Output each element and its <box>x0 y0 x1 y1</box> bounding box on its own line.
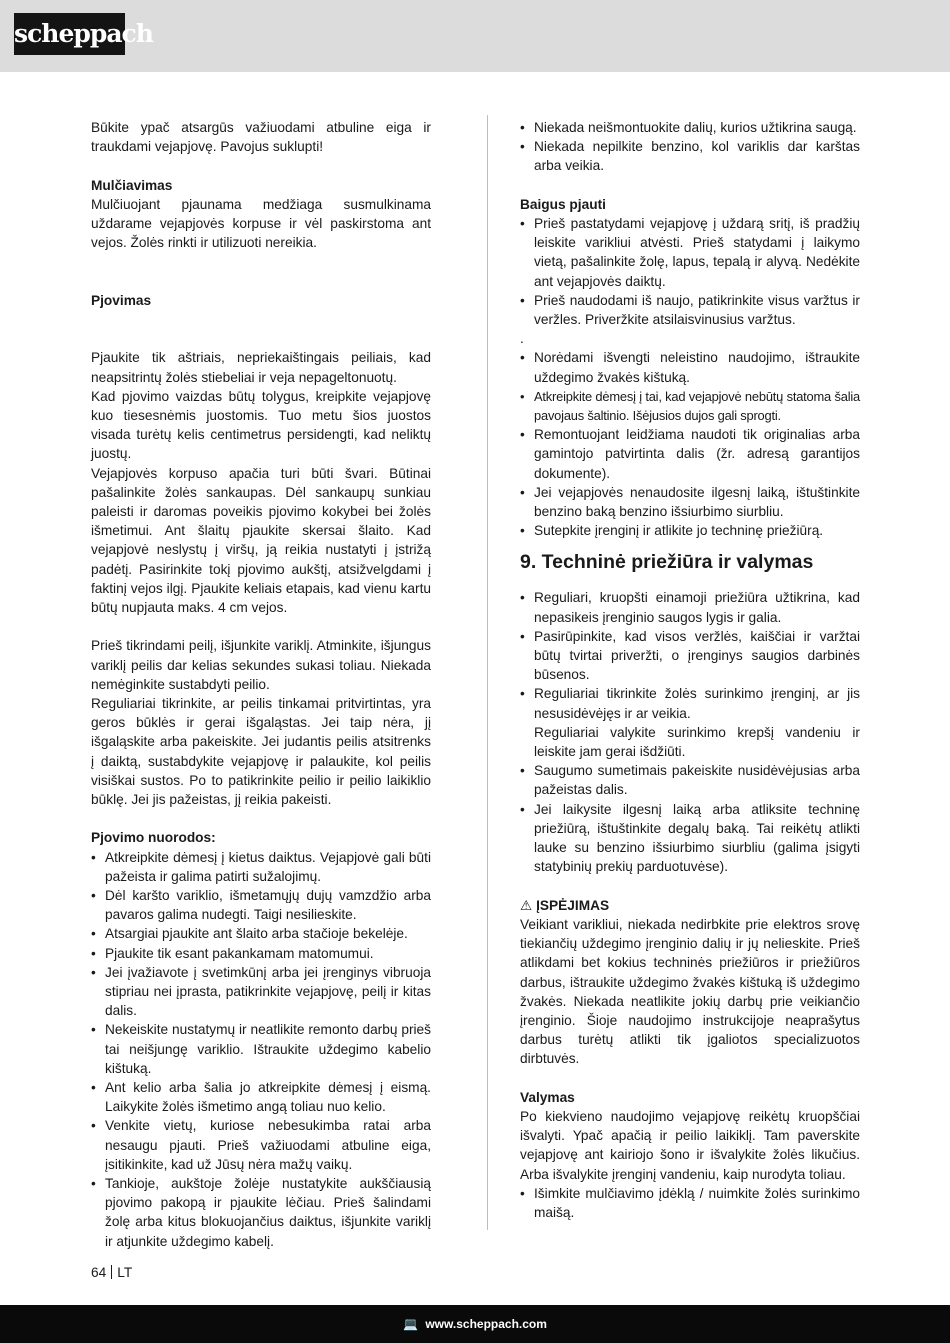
tips-list <box>91 848 431 1251</box>
list-item: • Išimkite mulčiavimo įdėklą / nuimkite žolės surinkimo maišą. <box>520 1184 860 1222</box>
list-item: • Saugumo sumetimais pakeiskite nusidėvėjusias arba pažeistas dalis. <box>520 761 860 799</box>
cut-heading: Pjovimas <box>91 292 152 308</box>
list-item: • Jei laikysite ilgesnį laiką arba atliksite techninę priežiūrą, ištuštinkite degalų baką. Tai reikėtų atlikti lauke su benzino išsiurbimo siurbliu (galima įsigyti statybinių prekių parduotuvėse). <box>520 800 860 877</box>
list-item: • Prieš pastatydami vejapjovę į uždarą sritį, iš pradžių leiskite varikliui atvėsti. Prieš statydami į laikymo vietą, pašalinkite žolę, lapus, tepalą ir alyvą. Nedėkite ant vejapjovės daiktų. <box>520 214 860 291</box>
list-item: • Nekeiskite nustatymų ir neatlikite remonto darbų prieš tai neišjungę variklio. Ištraukite uždegimo kabelio kištuką. <box>91 1020 431 1078</box>
cut-paragraph: Prieš tikrindami peilį, išjunkite variklį. Atminkite, išjungus variklį peilis dar kelias sekundes sukasi toliau. Niekada nemėginkite sustabdyti peilio. <box>91 638 431 692</box>
column-divider <box>487 115 488 1230</box>
website-link[interactable]: www.scheppach.com <box>425 1317 547 1331</box>
list-item: • Jei vejapjovės nenaudosite ilgesnį laiką, ištuštinkite benzino baką benzino išsiurbimo siurbliu. <box>520 483 860 521</box>
cut-paragraph: Pjaukite tik aštriais, nepriekaištingais peiliais, kad neapsitrintų žolės stiebeliai ir veja nepageltonuotų. <box>91 350 431 385</box>
list-item: • Atsargiai pjaukite ant šlaito arba stačioje bekelėje. <box>91 924 431 943</box>
warning-triangle-icon: ⚠ <box>520 897 533 913</box>
after-mowing-heading: Baigus pjauti <box>520 196 606 212</box>
list-item: • Tankioje, aukštoje žolėje nustatykite aukščiausią pjovimo pakopą ir pjaukite lėčiau. Prieš šalindami žolę arba kitus blokuojančius daiktus, išjunkite variklį ir atjunkite uždegimo kabelį. <box>91 1174 431 1251</box>
list-item: • Venkite vietų, kuriose nebesukimba ratai arba nesaugu pjauti. Prieš važiuodami atbuline eiga, įsitikinkite, kad už Jūsų nėra mažų vaikų. <box>91 1116 431 1174</box>
list-item: • Niekada nepilkite benzino, kol variklis dar karštas arba veikia. <box>520 137 860 175</box>
tips-heading: Pjovimo nuorodos: <box>91 830 216 846</box>
storage-list <box>520 348 860 540</box>
page-number <box>91 1265 132 1280</box>
list-item: • Sutepkite įrenginį ir atlikite jo techninę priežiūrą. <box>520 521 860 540</box>
list-item: • Niekada neišmontuokite dalių, kurios užtikrina saugą. <box>520 118 860 137</box>
right-column <box>520 118 860 1222</box>
section-heading: 9. Techninė priežiūra ir valymas <box>520 551 814 574</box>
list-item-continuation: Reguliariai valykite surinkimo krepšį vandeniu ir leiskite jam gerai išdžiūti. <box>534 724 860 760</box>
warning-heading <box>520 896 860 915</box>
warning-title: ĮSPĖJIMAS <box>536 897 610 913</box>
cleaning-list <box>520 1184 860 1222</box>
cleaning-heading: Valymas <box>520 1089 575 1105</box>
after-mowing-list <box>520 214 860 329</box>
brand-logo: scheppach <box>14 13 125 55</box>
intro-text: Būkite ypač atsargūs važiuodami atbuline eiga ir traukdami vejapjovę. Pavojus suklupti! <box>91 120 431 155</box>
list-item: • Atkreipkite dėmesį į tai, kad vejapjovė nebūtų statoma šalia pavojaus šaltinio. Išėjusios dujos gali sprogti. <box>520 387 860 425</box>
header-bar <box>0 0 950 72</box>
list-item: • Prieš naudodami iš naujo, patikrinkite visus varžtus ir veržles. Priveržkite atsilaisvinusius varžtus. <box>520 291 860 329</box>
cut-paragraph: Kad pjovimo vaizdas būtų tolygus, kreipkite vejapjovę kuo tiesesnėmis juostomis. Tuo metu šios juostos visada turėtų kelis centimetrus persidengti, kad neliktų juostų. <box>91 388 431 462</box>
list-item: • Jei įvažiavote į svetimkūnį arba jei įrenginys vibruoja stipriau nei įprasta, patikrinkite vejapjovę, peilį ir kitas dalis. <box>91 963 431 1021</box>
cleaning-text: Po kiekvieno naudojimo vejapjovę reikėtų kruopščiai išvalyti. Ypač apačią ir peilio laikiklį. Tam paverskite vejapjovę ant kairiojo šono ir išvalykite žolės likučius. Arba išvalykite įrenginį vandeniu, kaip nurodyta toliau. <box>520 1108 860 1182</box>
footer-bar <box>0 1305 950 1343</box>
warning-text: Veikiant varikliui, niekada nedirbkite prie elektros srovę tiekiančių uždegimo įrenginio dalių ir jų nelieskite. Prieš atlikdami bet kokius techninės priežiūros ir priežiūros darbus, ištraukite uždegimo žvakės kištuką iš uždegimo žvakės. Niekada neatlikite jokių darbų prie veikiančio įrenginio. Šioje naudojimo instrukcijoje neaprašytus darbus turėtų atlikti tik įgaliotos specializuotos dirbtuvės. <box>520 916 860 1067</box>
list-item: • Reguliariai tikrinkite žolės surinkimo įrenginį, ar jis nesusidėvėjęs ir ar veikia. <box>520 684 860 722</box>
list-item: • Reguliari, kruopšti einamoji priežiūra užtikrina, kad nepasikeis įrenginio saugos lygis ir galia. <box>520 588 860 626</box>
list-item: • Pjaukite tik esant pakankamam matomumui. <box>91 944 431 963</box>
cut-paragraph: Vejapjovės korpuso apačia turi būti švari. Būtinai pašalinkite žolės sankaupas. Dėl sankaupų sunkiau paleisti ir daromas poveikis pjovimo kokybei bei žolės išmetimui. Ant šlaitų pjaukite skersai šlaito. Kad vejapjovė neslystų į viršų, ją reikia nustatyti į įstrižą padėtį. Pasirinkite tokį pjovimo aukštį, atsižvelgdami į faktinį vejos ilgį. Pjaukite keliais etapais, kad vienu kartu būtų nupjauta maks. 4 cm vejos. <box>91 465 431 615</box>
list-item: • Dėl karšto variklio, išmetamųjų dujų vamzdžio arba pavaros galima nudegti. Taigi nesilieskite. <box>91 886 431 924</box>
list-item: • Pasirūpinkite, kad visos veržlės, kaiščiai ir varžtai būtų tvirtai priveržti, o įrenginys saugios darbinės būsenos. <box>520 627 860 685</box>
page-separator <box>111 1265 112 1279</box>
mulch-text: Mulčiuojant pjaunama medžiaga susmulkinama uždarame vejapjovės korpuse ir vėl paskirstoma ant vejos. Žolės rinkti ir utilizuoti nereikia. <box>91 196 431 251</box>
monitor-icon: 💻 <box>403 1317 418 1331</box>
page-number-value: 64 <box>91 1265 107 1280</box>
list-item: • Atkreipkite dėmesį į kietus daiktus. Vejapjovė gali būti pažeista ir galima patirti sužalojimų. <box>91 848 431 886</box>
list-item: • Norėdami išvengti neleistino naudojimo, ištraukite uždegimo žvakės kištuką. <box>520 348 860 386</box>
list-item: • Remontuojant leidžiama naudoti tik originalias arba gamintojo patvirtinta dalis (žr. adresą garantijos dokumente). <box>520 425 860 483</box>
mulch-heading: Mulčiavimas <box>91 177 173 193</box>
maintenance-list <box>520 588 860 876</box>
safety-list <box>520 118 860 176</box>
left-column <box>91 118 431 1251</box>
cut-paragraph: Reguliariai tikrinkite, ar peilis tinkamai pritvirtintas, yra geros būklės ir gerai išgaląstas. Jei taip nėra, jį išgaląskite arba pakeiskite. Jei judantis peilis atsitrenks į daiktą, sustabdykite vejapjovę ir palaukite, kol peilis visiškai sustos. Po to patikrinkite peilio ir peilio laikiklio būklę. Jei jis pažeistas, jį reikia pakeisti. <box>91 696 431 808</box>
stray-dot: . <box>520 331 524 347</box>
list-item: • Ant kelio arba šalia jo atkreipkite dėmesį į eismą. Laikykite žolės išmetimo angą toliau nuo kelio. <box>91 1078 431 1116</box>
language-code: LT <box>117 1265 133 1280</box>
